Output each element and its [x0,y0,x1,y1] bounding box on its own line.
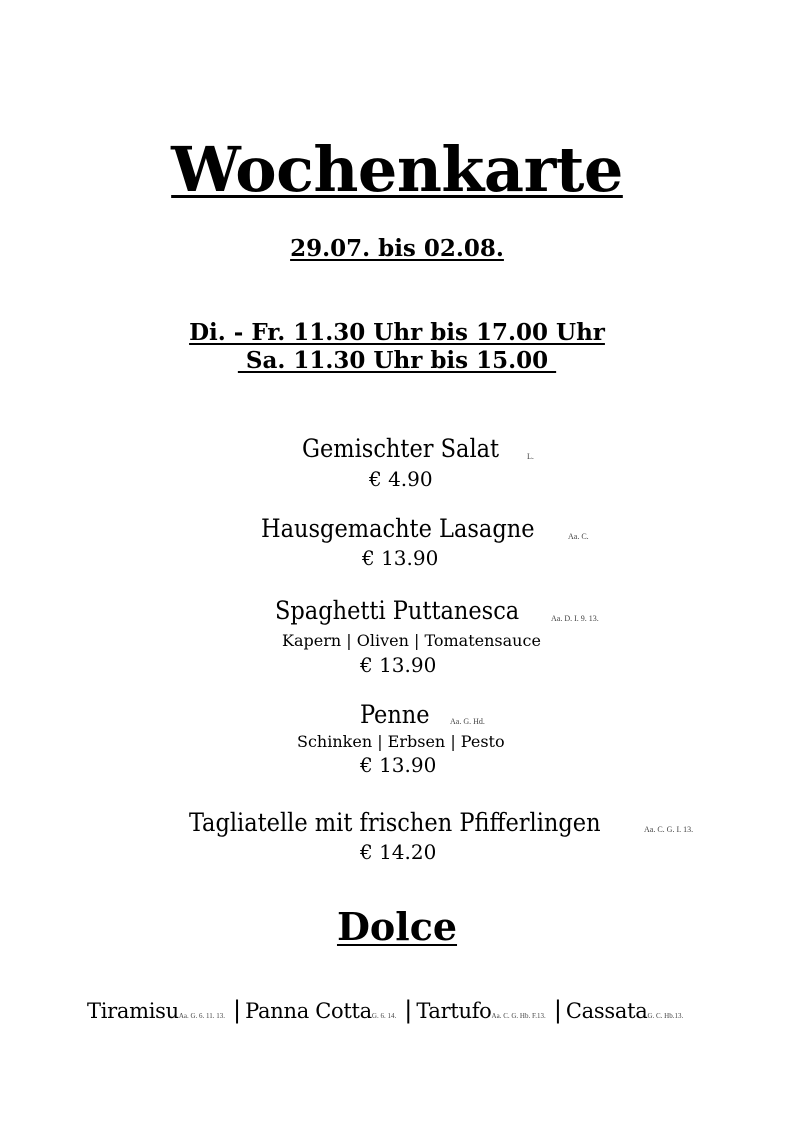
dish-allergens: Aa. C. [568,532,589,541]
dessert-separator: | [553,996,562,1024]
dish-allergens: Aa. G. Hd. [450,717,485,726]
dish-name: Hausgemachte Lasagne [261,514,535,543]
dish-name: Gemischter Salat [302,434,500,463]
dessert-allergens: G. C. Hb.13. [647,1012,684,1020]
dessert-name: Tiramisu [87,999,179,1023]
page-title-text: Wochenkarte [171,133,623,206]
dessert-separator: | [404,996,413,1024]
dish-price: € 4.90 [369,467,433,491]
dish-allergens: L. [527,452,534,461]
dish-description: Kapern | Oliven | Tomatensauce [282,631,541,650]
dish-name: Spaghetti Puttanesca [275,596,520,625]
dish-description: Schinken | Erbsen | Pesto [297,732,505,751]
dish-name: Tagliatelle mit frischen Pfifferlingen [189,808,601,837]
dish-price: € 13.90 [360,753,437,777]
date-range-text: 29.07. bis 02.08. [290,235,504,262]
dolce-heading [0,903,794,951]
hours-weekday: Di. - Fr. 11.30 Uhr bis 17.00 Uhr [189,319,605,346]
page-title [0,132,794,208]
dessert-name: Panna Cotta [245,999,372,1023]
dish-price: € 13.90 [360,653,437,677]
dolce-heading-text: Dolce [336,904,458,949]
date-range [0,234,794,264]
dessert-allergens: Aa. C. G. Hb. F.13. [491,1012,546,1020]
dish-allergens: Aa. C. G. I. 13. [644,825,694,834]
dish-price: € 13.90 [362,546,439,570]
dish-name: Penne [360,700,430,729]
dessert-separator: | [233,996,242,1024]
dessert-name: Tartufo [416,999,492,1023]
dessert-allergens: G. 6. 14. [371,1012,397,1020]
opening-hours [0,319,794,375]
dish-allergens: Aa. D. I. 9. 13. [551,614,599,623]
dessert-list [87,996,691,1030]
dessert-allergens: Aa. G. 6. 11. 13. [178,1012,226,1020]
dish-price: € 14.20 [360,840,437,864]
hours-saturday: Sa. 11.30 Uhr bis 15.00 [237,347,557,374]
dessert-name: Cassata [565,999,648,1023]
